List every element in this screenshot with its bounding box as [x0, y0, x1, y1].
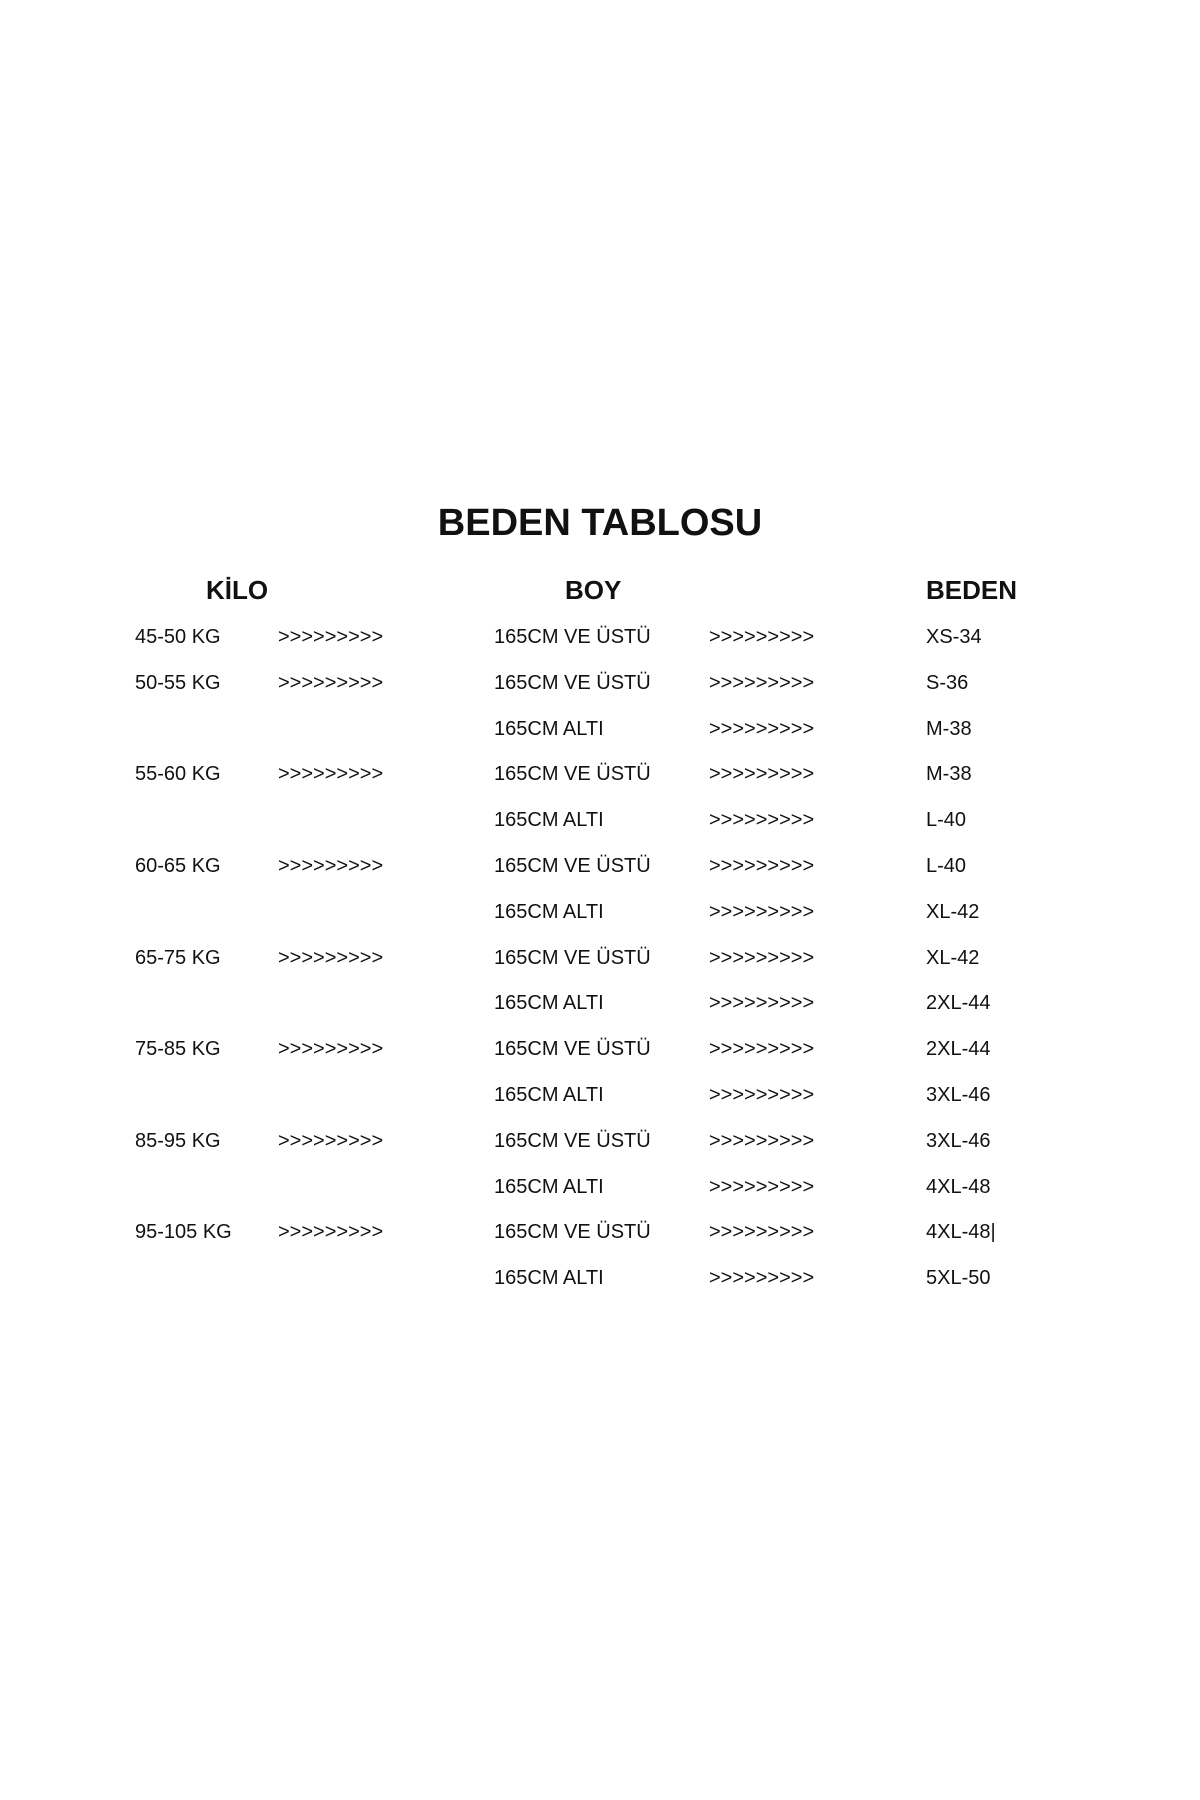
table-row — [0, 805, 1200, 851]
size-cell: 2XL-44 — [926, 992, 991, 1015]
weight-cell: 45-50 KG — [135, 626, 221, 648]
size-cell: 4XL-48| — [926, 1221, 996, 1244]
arrow-separator: >>>>>>>>> — [278, 854, 384, 877]
arrow-separator: >>>>>>>>> — [278, 671, 384, 694]
table-row — [0, 622, 1200, 668]
column-header-boy: BOY — [565, 575, 622, 605]
height-cell: 165CM ALTI — [494, 900, 604, 923]
arrow-separator: >>>>>>>>> — [709, 1175, 815, 1198]
table-row — [0, 1263, 1200, 1309]
table-row — [0, 1080, 1200, 1126]
size-cell: L-40 — [926, 809, 967, 832]
arrow-separator: >>>>>>>>> — [709, 626, 815, 648]
size-cell: 4XL-48 — [926, 1175, 991, 1198]
arrow-separator: >>>>>>>>> — [709, 671, 815, 694]
height-cell: 165CM VE ÜSTÜ — [494, 1129, 651, 1152]
size-table — [0, 622, 1200, 1309]
table-row — [0, 943, 1200, 989]
arrow-separator: >>>>>>>>> — [709, 1129, 815, 1152]
arrow-separator: >>>>>>>>> — [709, 854, 815, 877]
arrow-separator: >>>>>>>>> — [278, 1221, 384, 1244]
weight-cell: 60-65 KG — [135, 854, 221, 877]
column-header-kilo: KİLO — [206, 575, 269, 605]
column-header-beden: BEDEN — [926, 575, 1018, 605]
arrow-separator: >>>>>>>>> — [709, 900, 815, 923]
height-cell: 165CM ALTI — [494, 1083, 604, 1106]
height-cell: 165CM VE ÜSTÜ — [494, 946, 651, 969]
weight-cell: 55-60 KG — [135, 763, 221, 786]
arrow-separator: >>>>>>>>> — [278, 763, 384, 786]
height-cell: 165CM ALTI — [494, 992, 604, 1015]
arrow-separator: >>>>>>>>> — [709, 1267, 815, 1290]
height-cell: 165CM VE ÜSTÜ — [494, 854, 651, 877]
arrow-separator: >>>>>>>>> — [709, 763, 815, 786]
arrow-separator: >>>>>>>>> — [709, 1083, 815, 1106]
arrow-separator: >>>>>>>>> — [278, 946, 384, 969]
height-cell: 165CM VE ÜSTÜ — [494, 626, 651, 648]
table-row — [0, 668, 1200, 714]
size-cell: M-38 — [926, 717, 972, 740]
page-title: BEDEN TABLOSU — [437, 502, 763, 544]
height-cell: 165CM ALTI — [494, 809, 604, 832]
table-row — [0, 1034, 1200, 1080]
weight-cell: 95-105 KG — [135, 1221, 232, 1244]
height-cell: 165CM VE ÜSTÜ — [494, 1038, 651, 1061]
height-cell: 165CM VE ÜSTÜ — [494, 1221, 651, 1244]
weight-cell: 50-55 KG — [135, 671, 221, 694]
height-cell: 165CM VE ÜSTÜ — [494, 671, 651, 694]
size-cell: L-40 — [926, 854, 967, 877]
arrow-separator: >>>>>>>>> — [709, 809, 815, 832]
weight-cell: 85-95 KG — [135, 1129, 221, 1152]
table-row — [0, 851, 1200, 897]
size-cell: 3XL-46 — [926, 1129, 991, 1152]
size-cell: XS-34 — [926, 626, 982, 648]
table-row — [0, 759, 1200, 805]
arrow-separator: >>>>>>>>> — [278, 1038, 384, 1061]
height-cell: 165CM ALTI — [494, 1175, 604, 1198]
arrow-separator: >>>>>>>>> — [709, 1038, 815, 1061]
height-cell: 165CM ALTI — [494, 717, 604, 740]
size-cell: M-38 — [926, 763, 972, 786]
size-cell: S-36 — [926, 671, 969, 694]
arrow-separator: >>>>>>>>> — [709, 946, 815, 969]
arrow-separator: >>>>>>>>> — [278, 1129, 384, 1152]
arrow-separator: >>>>>>>>> — [709, 992, 815, 1015]
size-cell: XL-42 — [926, 900, 980, 923]
height-cell: 165CM ALTI — [494, 1267, 604, 1290]
size-cell: 2XL-44 — [926, 1038, 991, 1061]
arrow-separator: >>>>>>>>> — [709, 1221, 815, 1244]
arrow-separator: >>>>>>>>> — [278, 626, 384, 648]
size-cell: 5XL-50 — [926, 1267, 991, 1290]
height-cell: 165CM VE ÜSTÜ — [494, 763, 651, 786]
table-row — [0, 897, 1200, 943]
weight-cell: 75-85 KG — [135, 1038, 221, 1061]
table-row — [0, 1172, 1200, 1218]
table-row — [0, 714, 1200, 760]
table-row — [0, 1126, 1200, 1172]
table-row — [0, 988, 1200, 1034]
size-cell: XL-42 — [926, 946, 980, 969]
size-cell: 3XL-46 — [926, 1083, 991, 1106]
weight-cell: 65-75 KG — [135, 946, 221, 969]
table-row — [0, 1217, 1200, 1263]
arrow-separator: >>>>>>>>> — [709, 717, 815, 740]
